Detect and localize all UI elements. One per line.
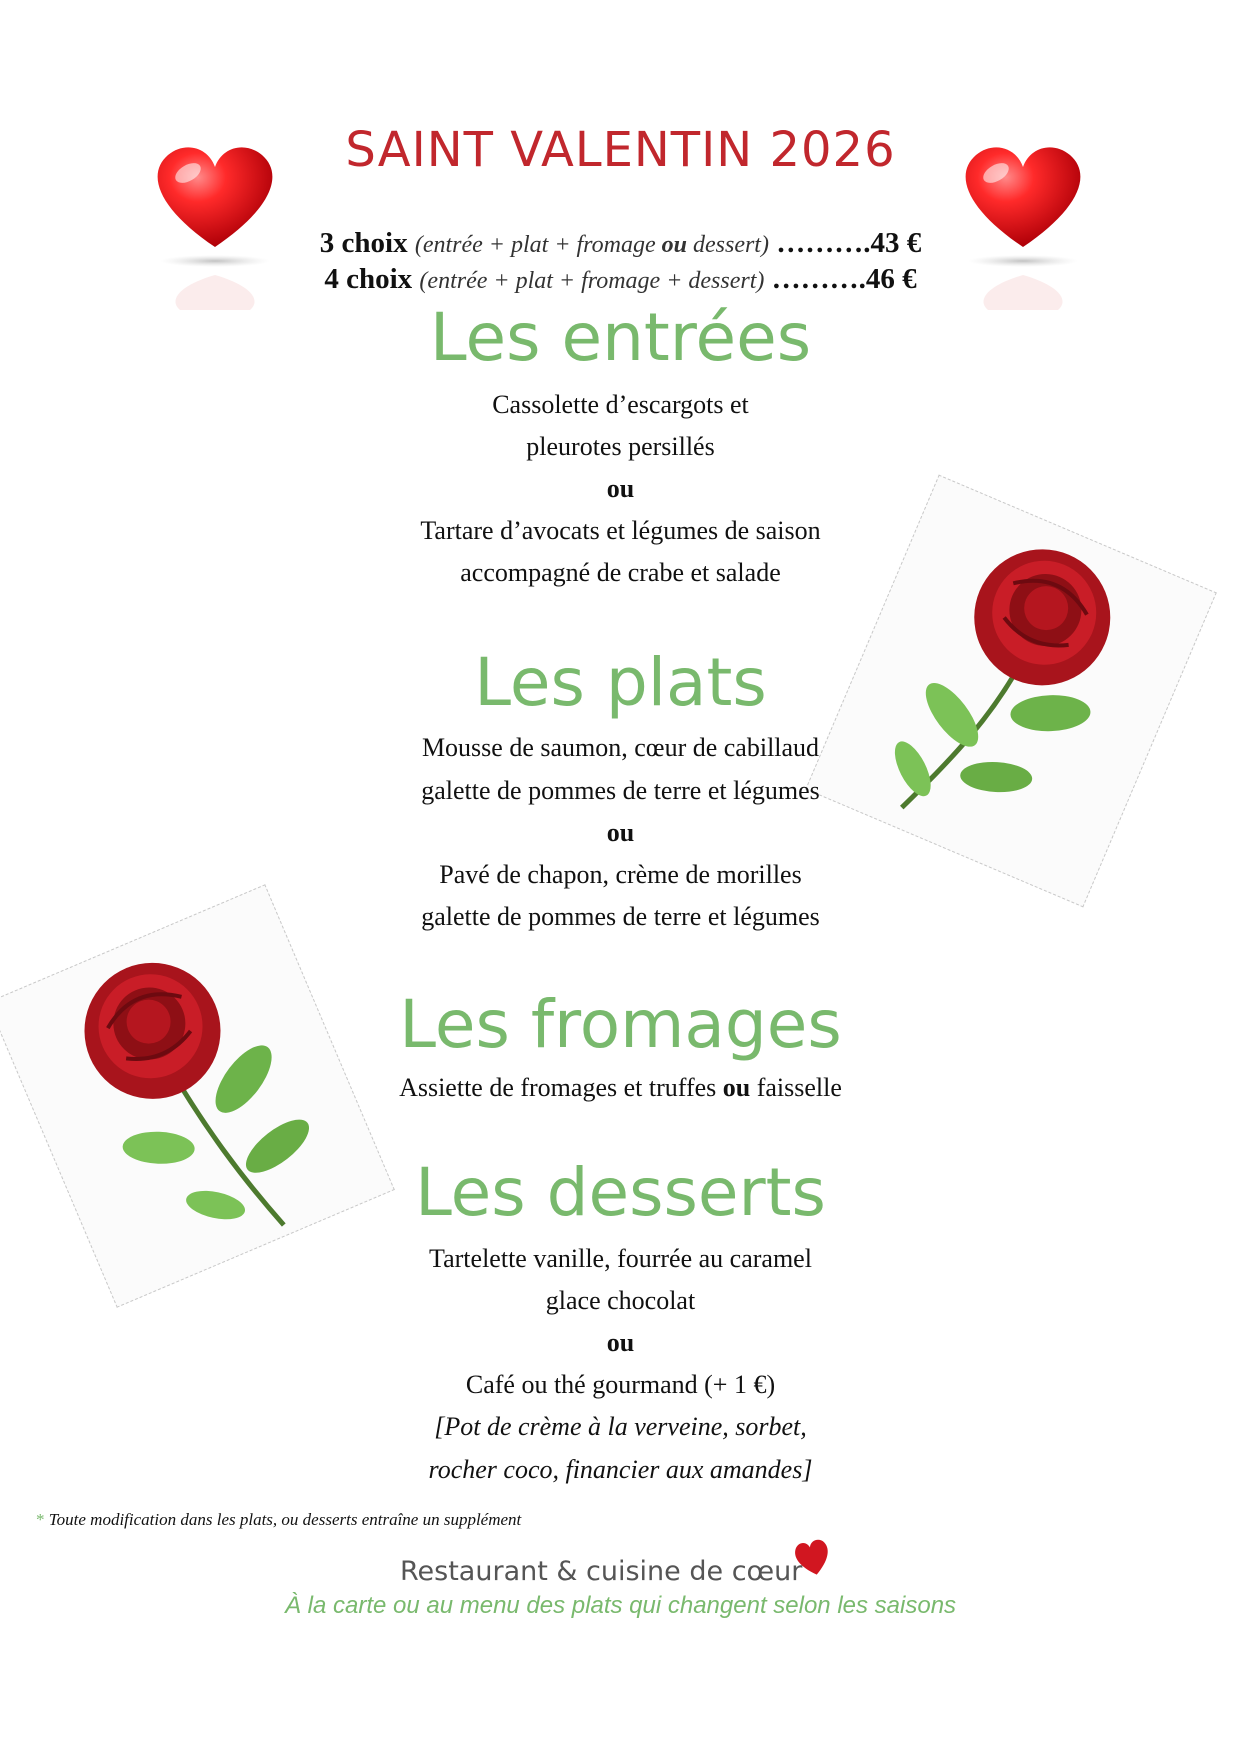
offer-4-choices [0, 261, 1241, 299]
dish-line: galette de pommes de terre et légumes [421, 902, 820, 931]
offer-3-choices [0, 225, 1241, 263]
dish-line: Tartelette vanille, fourrée au caramel [429, 1244, 812, 1273]
footer-note: * Toute modification dans les plats, ou desserts entraîne un supplément [36, 1510, 522, 1529]
offer-dots: ………. [764, 263, 866, 295]
offer-price: 46 € [865, 263, 917, 295]
offer-dots: ………. [768, 227, 871, 259]
page-title: SAINT VALENTIN 2026 [345, 122, 896, 178]
offer-desc: (entrée + plat + fromage ou dessert) [414, 232, 769, 258]
dish-line: glace chocolat [545, 1286, 696, 1315]
dish-line: rocher coco, financier aux amandes] [428, 1455, 813, 1484]
or-separator: ou [606, 474, 635, 503]
section-title-desserts: Les desserts [415, 1154, 826, 1231]
dish-line: [Pot de crème à la verveine, sorbet, [434, 1412, 807, 1441]
or-separator: ou [606, 1328, 635, 1357]
dish-line: Assiette de fromages et truffes ou faisselle [399, 1073, 842, 1102]
section-title-fromages: Les fromages [399, 986, 842, 1063]
tagline: À la carte ou au menu des plats qui changent selon les saisons [284, 1592, 957, 1619]
offer-choice: 3 choix [319, 227, 408, 259]
section-title-entrees: Les entrées [429, 299, 812, 376]
dish-line: Cassolette d’escargots et [492, 390, 749, 419]
heart-small-icon [792, 1536, 834, 1578]
dish-line: galette de pommes de terre et légumes [421, 776, 820, 805]
brand-name: Restaurant & cuisine de cœur [400, 1556, 803, 1587]
offer-choice: 4 choix [324, 263, 413, 295]
dish-line: Café ou thé gourmand (+ 1 €) [465, 1370, 776, 1399]
or-separator: ou [606, 818, 635, 847]
offer-price: 43 € [870, 227, 922, 259]
dish-line: Tartare d’avocats et légumes de saison [420, 516, 821, 545]
section-title-plats: Les plats [474, 644, 767, 721]
offer-desc: (entrée + plat + fromage + dessert) [419, 268, 765, 294]
dish-line: accompagné de crabe et salade [460, 558, 781, 587]
dish-line: Mousse de saumon, cœur de cabillaud [421, 733, 820, 762]
dish-line: pleurotes persillés [526, 432, 715, 461]
dish-line: Pavé de chapon, crème de morilles [439, 860, 802, 889]
